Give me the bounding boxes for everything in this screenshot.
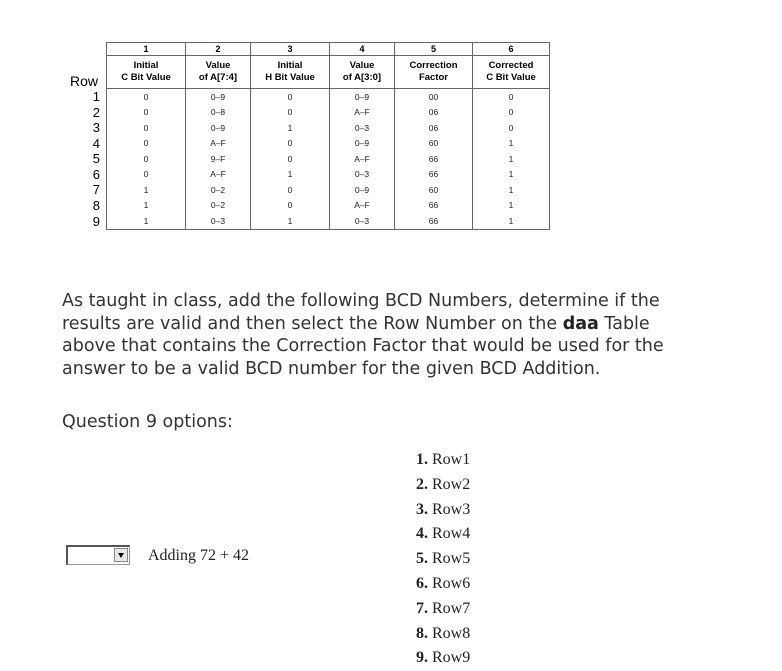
column-number: 4 xyxy=(330,43,395,56)
chevron-down-icon[interactable] xyxy=(114,548,128,562)
row-header: Row xyxy=(69,72,98,89)
table-cell: A–F xyxy=(330,198,395,214)
table-row xyxy=(62,182,550,198)
row-number: 3 xyxy=(92,120,100,136)
table-cell: 0–8 xyxy=(186,105,251,121)
table-cell: 0 xyxy=(473,105,550,121)
row-number: 8 xyxy=(92,197,100,213)
option-item xyxy=(416,646,470,671)
column-header: Corrected C Bit Value xyxy=(473,56,550,89)
table-cell: 0 xyxy=(473,89,550,105)
option-number: 1. xyxy=(416,451,428,468)
table-cell: 0–3 xyxy=(186,213,251,229)
table-cell: 60 xyxy=(395,136,473,152)
table-cell: 0–3 xyxy=(330,120,395,136)
options-list xyxy=(416,448,470,671)
table-cell: 9–F xyxy=(186,151,251,167)
option-item xyxy=(416,547,470,572)
table-cell: 0–9 xyxy=(186,120,251,136)
option-label: Row1 xyxy=(432,451,471,468)
table-cell: 1 xyxy=(107,182,186,198)
table-cell: 0 xyxy=(107,105,186,121)
option-number: 2. xyxy=(416,475,428,493)
row-number: 2 xyxy=(92,104,100,120)
table-row xyxy=(62,136,550,152)
table-cell: 0–9 xyxy=(330,182,395,198)
question-text: As taught in class, add the following BCD Numbers, determine if the results are valid and then select the Row Number on the daa Table above that contains the Correction Factor that would be used for the answer to be a valid BCD number for the given BCD Addition. xyxy=(62,291,664,379)
column-header-row xyxy=(62,56,550,89)
column-header: Value of A[7:4] xyxy=(186,56,251,89)
option-item xyxy=(416,448,470,473)
option-label: Row7 xyxy=(432,599,471,617)
option-number: 4. xyxy=(416,525,428,543)
option-item xyxy=(416,597,470,622)
column-number: 2 xyxy=(186,43,251,56)
table-row xyxy=(62,89,550,105)
table-cell: A–F xyxy=(330,105,395,121)
row-number: 7 xyxy=(92,182,100,198)
table-cell: 0–9 xyxy=(330,89,395,105)
table-cell: 0–3 xyxy=(330,213,395,229)
option-number: 9. xyxy=(416,649,428,667)
table-cell: 0–2 xyxy=(186,198,251,214)
option-item xyxy=(416,498,470,523)
option-label: Row2 xyxy=(432,475,471,493)
option-item xyxy=(416,473,470,498)
table-row xyxy=(62,213,550,229)
answer-dropdown[interactable] xyxy=(66,545,130,565)
option-number: 5. xyxy=(416,550,428,568)
table-cell: 0 xyxy=(251,198,330,214)
table-cell: 0 xyxy=(107,136,186,152)
table-cell: A–F xyxy=(186,136,251,152)
table-row xyxy=(62,167,550,183)
table-cell: 66 xyxy=(395,213,473,229)
table-cell: 0 xyxy=(251,89,330,105)
table-cell: 00 xyxy=(395,89,473,105)
table-row xyxy=(62,105,550,121)
table-cell: 0–9 xyxy=(186,89,251,105)
table-cell: 1 xyxy=(107,213,186,229)
table-cell: 0 xyxy=(107,120,186,136)
table-row xyxy=(62,151,550,167)
table-cell: 0 xyxy=(251,182,330,198)
row-number: 9 xyxy=(92,213,100,229)
table-row xyxy=(62,198,550,214)
table-cell: 66 xyxy=(395,198,473,214)
option-item xyxy=(416,622,470,647)
option-number: 8. xyxy=(416,624,428,642)
table-cell: 0 xyxy=(473,120,550,136)
table-cell: 0 xyxy=(107,151,186,167)
table-cell: 0 xyxy=(107,89,186,105)
row-number: 4 xyxy=(92,135,100,151)
column-number: 5 xyxy=(395,43,473,56)
table-cell: 1 xyxy=(473,136,550,152)
daa-table xyxy=(62,42,550,230)
option-item xyxy=(416,572,470,597)
option-label: Row4 xyxy=(432,525,471,543)
option-label: Row6 xyxy=(432,574,471,592)
option-item xyxy=(416,522,470,547)
row-number: 5 xyxy=(92,151,100,167)
column-header: Value of A[3:0] xyxy=(330,56,395,89)
option-number: 6. xyxy=(416,574,428,592)
column-number: 6 xyxy=(473,43,550,56)
question-prompt: Adding 72 + 42 xyxy=(148,547,250,564)
table-cell: 66 xyxy=(395,151,473,167)
option-label: Row5 xyxy=(432,550,471,568)
option-label: Row8 xyxy=(432,624,471,642)
row-number: 1 xyxy=(92,89,100,104)
table-cell: 1 xyxy=(473,167,550,183)
table-cell: 1 xyxy=(107,198,186,214)
option-label: Row9 xyxy=(432,649,471,667)
table-cell: 0–3 xyxy=(330,167,395,183)
column-header: Correction Factor xyxy=(395,56,473,89)
table-cell: 0 xyxy=(251,151,330,167)
table-cell: 06 xyxy=(395,105,473,121)
table-cell: 1 xyxy=(473,182,550,198)
option-label: Row3 xyxy=(432,500,471,518)
option-number: 7. xyxy=(416,599,428,617)
table-cell: 60 xyxy=(395,182,473,198)
table-cell: A–F xyxy=(330,151,395,167)
table-body xyxy=(62,89,550,230)
table-cell: 1 xyxy=(251,120,330,136)
table-cell: 0 xyxy=(251,136,330,152)
table-cell: 0 xyxy=(251,105,330,121)
table-cell: 1 xyxy=(251,213,330,229)
column-number-row xyxy=(62,43,550,56)
table-cell: 66 xyxy=(395,167,473,183)
table-row xyxy=(62,120,550,136)
table-cell: 1 xyxy=(473,213,550,229)
column-number: 3 xyxy=(251,43,330,56)
table-cell: A–F xyxy=(186,167,251,183)
column-header: Initial C Bit Value xyxy=(107,56,186,89)
table-cell: 1 xyxy=(473,198,550,214)
column-header: Initial H Bit Value xyxy=(251,56,330,89)
column-number: 1 xyxy=(107,43,186,56)
table-cell: 0–9 xyxy=(330,136,395,152)
table-cell: 06 xyxy=(395,120,473,136)
option-number: 3. xyxy=(416,500,428,518)
table-cell: 0–2 xyxy=(186,182,251,198)
table-cell: 1 xyxy=(473,151,550,167)
daa-keyword: daa xyxy=(562,313,599,334)
table-cell: 0 xyxy=(107,167,186,183)
row-number: 6 xyxy=(92,166,100,182)
options-title: Question 9 options: xyxy=(62,412,233,432)
table-cell: 1 xyxy=(251,167,330,183)
